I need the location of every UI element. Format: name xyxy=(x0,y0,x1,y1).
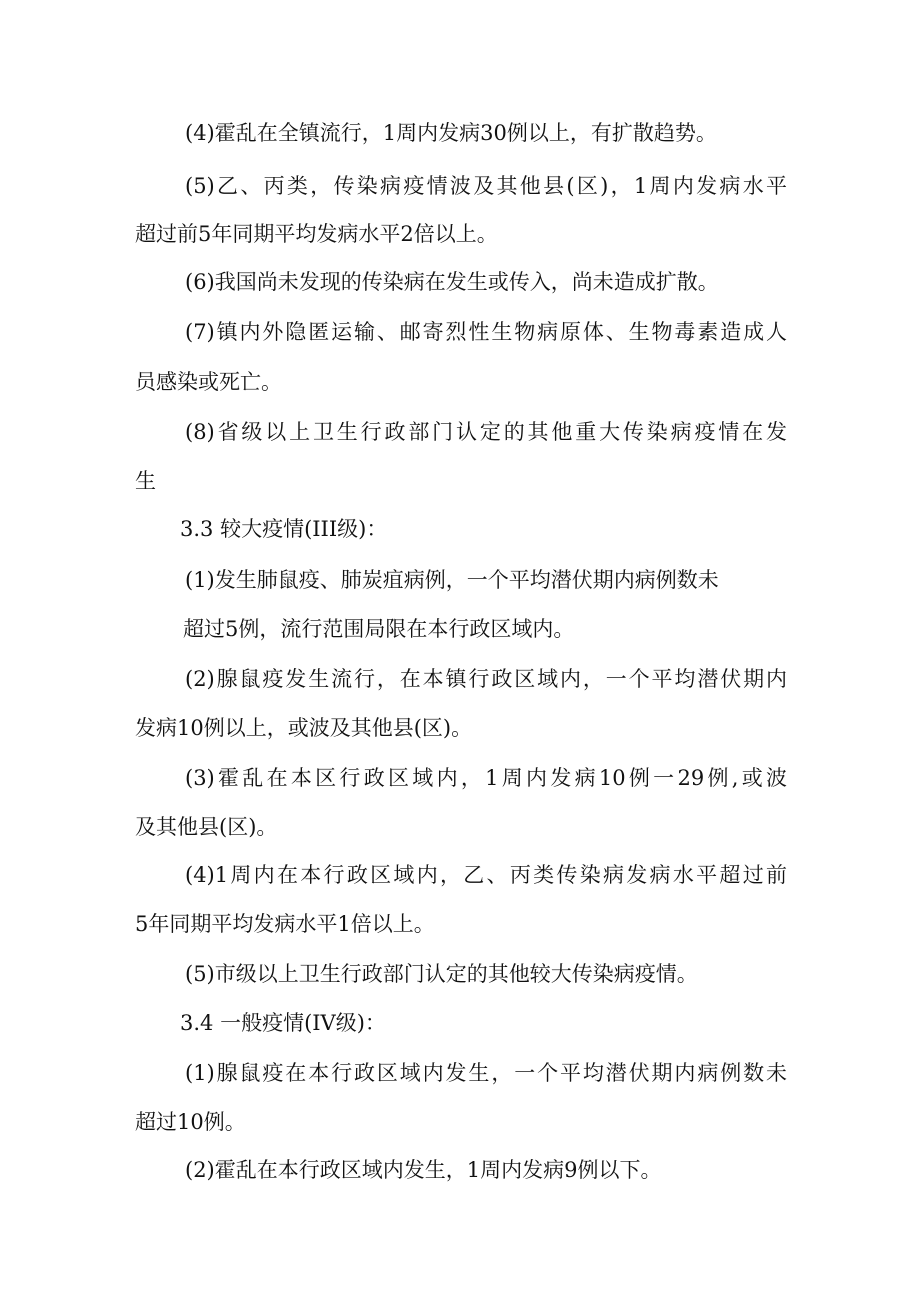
text-line: (3)霍乱在本区行政区域内，1周内发病10例一29例,或波 xyxy=(185,766,787,790)
text-line: (5)市级以上卫生行政部门认定的其他较大传染病疫情。 xyxy=(185,962,698,986)
text-line: (6)我国尚未发现的传染病在发生或传入，尚未造成扩散。 xyxy=(185,270,719,294)
section-heading: 3.3 较大疫情(III级)： xyxy=(180,517,388,541)
text-line: 超过前5年同期平均发病水平2倍以上。 xyxy=(135,222,498,246)
text-line: 生 xyxy=(135,469,156,493)
text-line: 及其他县(区)。 xyxy=(135,815,278,839)
text-line: (7)镇内外隐匿运输、邮寄烈性生物病原体、生物毒素造成人 xyxy=(185,320,787,344)
text-line: (1)腺鼠疫在本行政区域内发生，一个平均潜伏期内病例数未 xyxy=(185,1061,787,1085)
text-line: 5年同期平均发病水平1倍以上。 xyxy=(135,912,435,936)
section-heading: 3.4 一般疫情(IV级)： xyxy=(180,1011,386,1035)
text-line: (4)霍乱在全镇流行，1周内发病30例以上，有扩散趋势。 xyxy=(185,121,717,145)
text-line: 员感染或死亡。 xyxy=(135,370,282,394)
text-line: (5)乙、丙类，传染病疫情波及其他县(区)，1周内发病水平 xyxy=(185,174,787,198)
text-line: (8)省级以上卫生行政部门认定的其他重大传染病疫情在发 xyxy=(185,420,787,444)
text-line: 超过5例，流行范围局限在本行政区域内。 xyxy=(183,617,575,641)
text-line: (2)霍乱在本行政区域内发生，1周内发病9例以下。 xyxy=(185,1158,662,1182)
text-line: (2)腺鼠疫发生流行，在本镇行政区域内，一个平均潜伏期内 xyxy=(185,667,787,691)
text-line: 超过10例。 xyxy=(135,1110,246,1134)
text-line: 发病10例以上，或波及其他县(区)。 xyxy=(135,716,473,740)
text-line: (4)1周内在本行政区域内，乙、丙类传染病发病水平超过前 xyxy=(185,863,787,887)
text-line: (1)发生肺鼠疫、肺炭疽病例，一个平均潜伏期内病例数未 xyxy=(185,568,719,592)
